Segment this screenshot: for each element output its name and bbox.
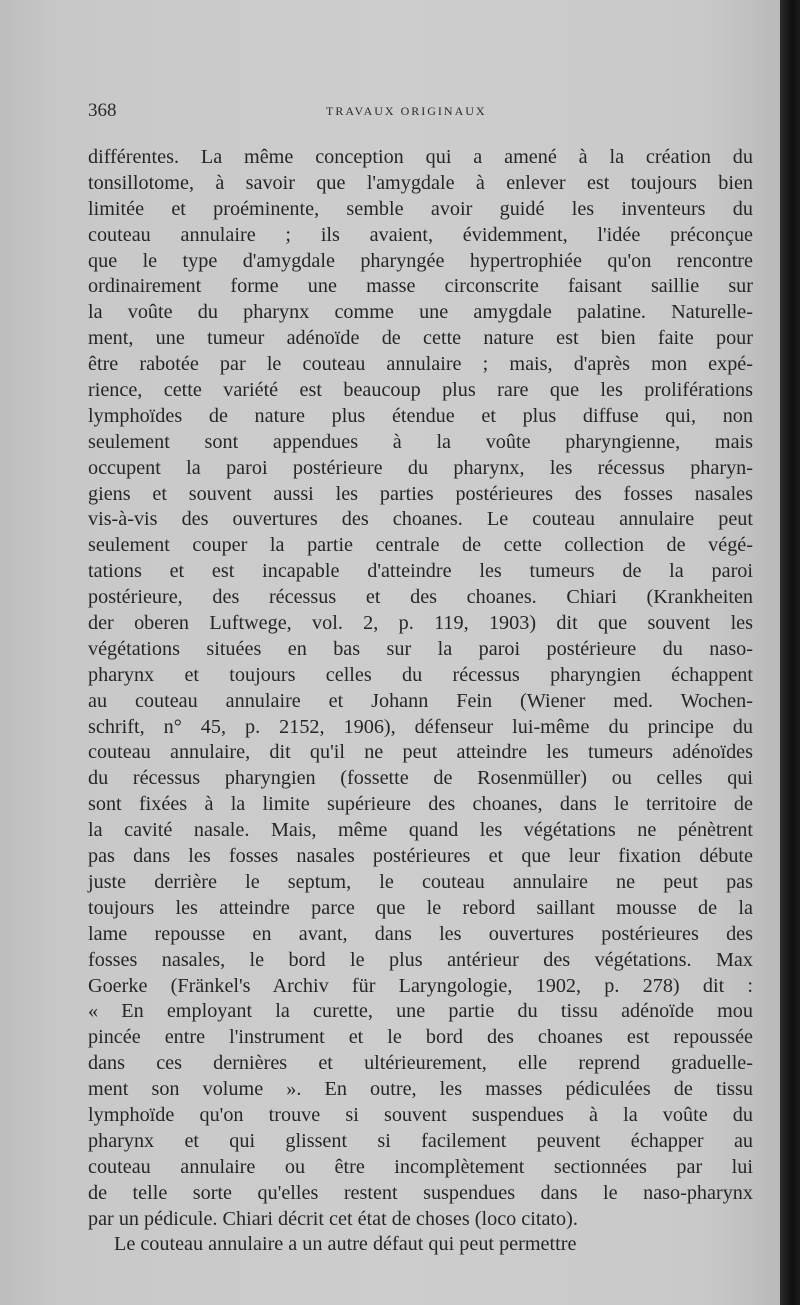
text-line: ment son volume ». En outre, les masses pédiculées de tissu	[88, 1078, 753, 1101]
text-line: lymphoïdes de nature plus étendue et plus diffuse qui, non	[88, 404, 753, 427]
text-line: der oberen Luftwege, vol. 2, p. 119, 1903) dit que souvent les	[88, 612, 753, 635]
text-line: au couteau annulaire et Johann Fein (Wiener med. Wochen-	[88, 689, 753, 712]
text-line: vis-à-vis des ouvertures des choanes. Le couteau annulaire peut	[88, 508, 753, 531]
text-line: sont fixées à la limite supérieure des choanes, dans le territoire de	[88, 793, 753, 816]
text-line: végétations situées en bas sur la paroi postérieure du naso-	[88, 637, 753, 660]
text-line: Goerke (Fränkel's Archiv für Laryngologie, 1902, p. 278) dit :	[88, 974, 753, 997]
text-line: la voûte du pharynx comme une amygdale palatine. Naturelle-	[88, 301, 753, 324]
text-line: de telle sorte qu'elles restent suspendues dans le naso-pharynx	[88, 1181, 753, 1204]
text-line: giens et souvent aussi les parties postérieures des fosses nasales	[88, 482, 753, 505]
text-line: différentes. La même conception qui a amené à la création du	[88, 146, 753, 168]
text-line: « En employant la curette, une partie du tissu adénoïde mou	[88, 1000, 753, 1023]
text-line: par un pédicule. Chiari décrit cet état de choses (loco citato).	[88, 1207, 578, 1230]
text-line: couteau annulaire ou être incomplètement sectionnées par lui	[88, 1155, 753, 1178]
text-line: seulement sont appendues à la voûte pharyngienne, mais	[88, 430, 753, 453]
text-line: tations et est incapable d'atteindre les tumeurs de la paroi	[88, 560, 753, 583]
text-line: ordinairement forme une masse circonscrite faisant saillie sur	[88, 275, 753, 298]
page-edge-shadow	[780, 0, 800, 1305]
text-line: rience, cette variété est beaucoup plus rare que les proliférations	[88, 379, 753, 402]
text-line: postérieure, des récessus et des choanes. Chiari (Krankheiten	[88, 586, 753, 609]
text-line: pharynx et toujours celles du récessus pharyngien échappent	[88, 663, 753, 686]
text-line: la cavité nasale. Mais, même quand les végétations ne pénètrent	[88, 819, 753, 842]
text-line: pincée entre l'instrument et le bord des choanes est repoussée	[88, 1026, 753, 1049]
text-line: couteau annulaire ; ils avaient, évidemment, l'idée préconçue	[88, 223, 753, 246]
body-text	[88, 145, 753, 1258]
text-line: schrift, n° 45, p. 2152, 1906), défenseur lui-même du principe du	[88, 715, 753, 738]
text-line: dans ces dernières et ultérieurement, elle reprend graduelle-	[88, 1052, 753, 1075]
running-head: TRAVAUX ORIGINAUX	[326, 104, 487, 118]
text-line: seulement couper la partie centrale de cette collection de végé-	[88, 534, 753, 557]
text-line: être rabotée par le couteau annulaire ; mais, d'après mon expé-	[88, 353, 753, 376]
text-line: pas dans les fosses nasales postérieures et que leur fixation débute	[88, 845, 753, 868]
text-line: ment, une tumeur adénoïde de cette nature est bien faite pour	[88, 327, 753, 350]
text-line: limitée et proéminente, semble avoir guidé les inventeurs du	[88, 197, 753, 220]
text-line: juste derrière le septum, le couteau annulaire ne peut pas	[88, 870, 753, 893]
text-line: que le type d'amygdale pharyngée hypertrophiée qu'on rencontre	[88, 249, 753, 272]
text-line: toujours les atteindre parce que le rebord saillant mousse de la	[88, 896, 753, 919]
text-line: occupent la paroi postérieure du pharynx, les récessus pharyn-	[88, 456, 753, 479]
text-line: lame repousse en avant, dans les ouvertures postérieures des	[88, 922, 753, 945]
text-line: tonsillotome, à savoir que l'amygdale à enlever est toujours bien	[88, 171, 753, 194]
text-line: pharynx et qui glissent si facilement peuvent échapper au	[88, 1129, 753, 1152]
text-line: fosses nasales, le bord le plus antérieur des végétations. Max	[88, 948, 753, 971]
text-line: lymphoïde qu'on trouve si souvent suspendues à la voûte du	[88, 1103, 753, 1126]
text-line: couteau annulaire, dit qu'il ne peut atteindre les tumeurs adénoïdes	[88, 741, 753, 764]
page-header	[88, 100, 728, 124]
page-number: 368	[88, 100, 117, 121]
text-line: Le couteau annulaire a un autre défaut qui peut permettre	[114, 1233, 577, 1256]
text-line: du récessus pharyngien (fossette de Rosenmüller) ou celles qui	[88, 767, 753, 790]
